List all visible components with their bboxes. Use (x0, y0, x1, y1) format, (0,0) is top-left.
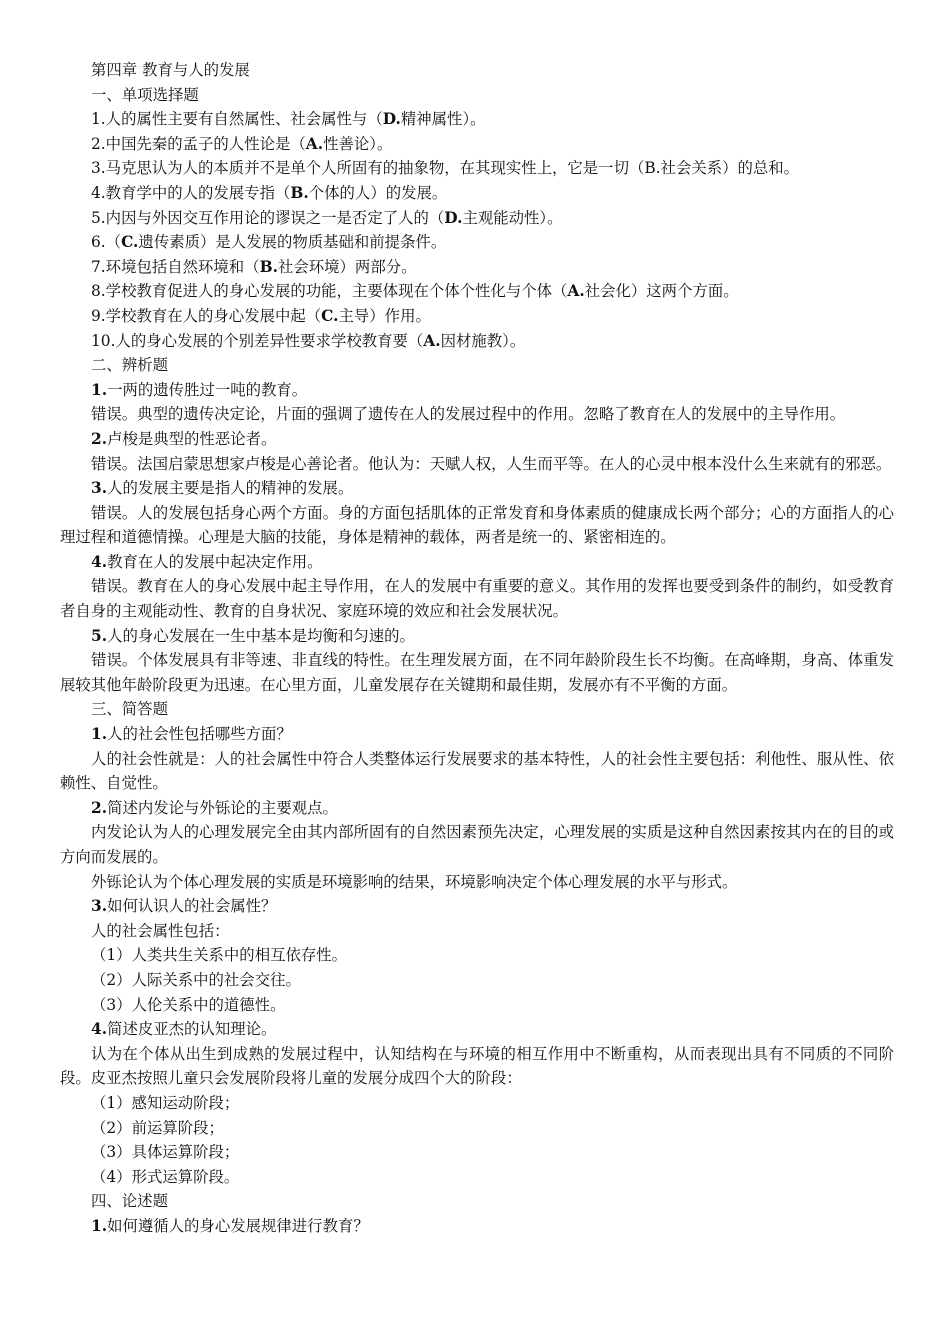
sa-question: 1.人的社会性包括哪些方面？ (91, 725, 292, 744)
list-item: （2）前运算阶段； (91, 1118, 224, 1137)
disc-answer: 错误。人的发展包括身心两个方面。身的方面包括肌体的正常发育和身体素质的健康成长两个部分；心的方面指人的心理过程和道德情操。心理是大脑的技能，身体是精神的载体，两者是统一的、紧密相连的。 (60, 503, 894, 547)
list-item: （1）人类共生关系中的相互依存性。 (91, 946, 348, 965)
chapter-title: 第四章 教育与人的发展 (91, 61, 250, 79)
mc-question: 2.中国先秦的孟子的人性论是（A.性善论）。 (91, 134, 393, 153)
disc-question: 5.人的身心发展在一生中基本是均衡和匀速的。 (91, 626, 415, 645)
mc-question: 5.内因与外因交互作用论的谬误之一是否定了人的（D.主观能动性）。 (91, 208, 563, 227)
document-page (60, 58, 894, 1239)
mc-question: 1.人的属性主要有自然属性、社会属性与（D.精神属性）。 (91, 110, 486, 129)
disc-answer: 错误。教育在人的身心发展中起主导作用，在人的发展中有重要的意义。其作用的发挥也要受到条件的制约，如受教育者自身的主观能动性、教育的自身状况、家庭环境的效应和社会发展状况。 (60, 577, 894, 621)
sa-question: 3.如何认识人的社会属性？ (91, 897, 277, 916)
mc-question: 3.马克思认为人的本质并不是单个人所固有的抽象物，在其现实性上，它是一切（B.社会关系）的总和。 (91, 159, 800, 178)
sa-question: 2.简述内发论与外铄论的主要观点。 (91, 798, 338, 817)
list-item: （2）人际关系中的社会交往。 (91, 970, 301, 989)
mc-question: 9.学校教育在人的身心发展中起（C.主导）作用。 (91, 306, 431, 325)
mc-question: 6.（C.遗传素质）是人发展的物质基础和前提条件。 (91, 233, 447, 252)
list-item: （4）形式运算阶段。 (91, 1167, 240, 1186)
list-item: （3）人伦关系中的道德性。 (91, 995, 286, 1014)
sa-answer: 内发论认为人的心理发展完全由其内部所固有的自然因素预先决定，心理发展的实质是这种自然因素按其内在的目的或方向而发展的。 (60, 823, 894, 866)
sa-question: 4.简述皮亚杰的认知理论。 (91, 1020, 277, 1039)
disc-question: 4.教育在人的发展中起决定作用。 (91, 552, 323, 571)
sa-answer: 人的社会属性包括： (91, 921, 230, 940)
section-heading: 三、简答题 (91, 700, 168, 719)
disc-question: 2.卢梭是典型的性恶论者。 (91, 429, 277, 448)
sa-answer: 人的社会性就是：人的社会属性中符合人类整体运行发展要求的基本特性，人的社会性主要包括：利他性、服从性、依赖性、自觉性。 (60, 749, 894, 793)
disc-answer: 错误。个体发展具有非等速、非直线的特性。在生理发展方面，在不同年龄阶段生长不均衡。在高峰期，身高、体重发展较其他年龄阶段更为迅速。在心里方面，儿童发展存在关键期和最佳期，发展亦有不平衡的方面。 (60, 651, 894, 694)
disc-question: 1.一两的遗传胜过一吨的教育。 (91, 380, 308, 399)
disc-answer: 错误。典型的遗传决定论，片面的强调了遗传在人的发展过程中的作用。忽略了教育在人的发展中的主导作用。 (91, 405, 846, 424)
sa-answer: 外铄论认为个体心理发展的实质是环境影响的结果，环境影响决定个体心理发展的水平与形式。 (91, 872, 738, 891)
disc-question: 3.人的发展主要是指人的精神的发展。 (91, 479, 354, 498)
disc-answer: 错误。法国启蒙思想家卢梭是心善论者。他认为：天赋人权，人生而平等。在人的心灵中根本没什么生来就有的邪恶。 (91, 454, 892, 473)
mc-question: 10.人的身心发展的个别差异性要求学校教育要（A.因材施教）。 (91, 331, 526, 350)
mc-question: 4.教育学中的人的发展专指（B.个体的人）的发展。 (91, 183, 448, 202)
list-item: （1）感知运动阶段； (91, 1093, 240, 1112)
section-heading: 二、辨析题 (91, 356, 168, 375)
essay-question: 1.如何遵循人的身心发展规律进行教育？ (91, 1216, 369, 1235)
mc-question: 8.学校教育促进人的身心发展的功能，主要体现在个体个性化与个体（A.社会化）这两个方面。 (91, 282, 739, 301)
mc-question: 7.环境包括自然环境和（B.社会环境）两部分。 (91, 257, 417, 276)
section-heading: 四、论述题 (91, 1192, 168, 1211)
list-item: （3）具体运算阶段； (91, 1143, 240, 1162)
sa-answer: 认为在个体从出生到成熟的发展过程中，认知结构在与环境的相互作用中不断重构，从而表现出具有不同质的不同阶段。皮亚杰按照儿童只会发展阶段将儿童的发展分成四个大的阶段： (60, 1044, 894, 1088)
section-heading: 一、单项选择题 (91, 85, 199, 104)
